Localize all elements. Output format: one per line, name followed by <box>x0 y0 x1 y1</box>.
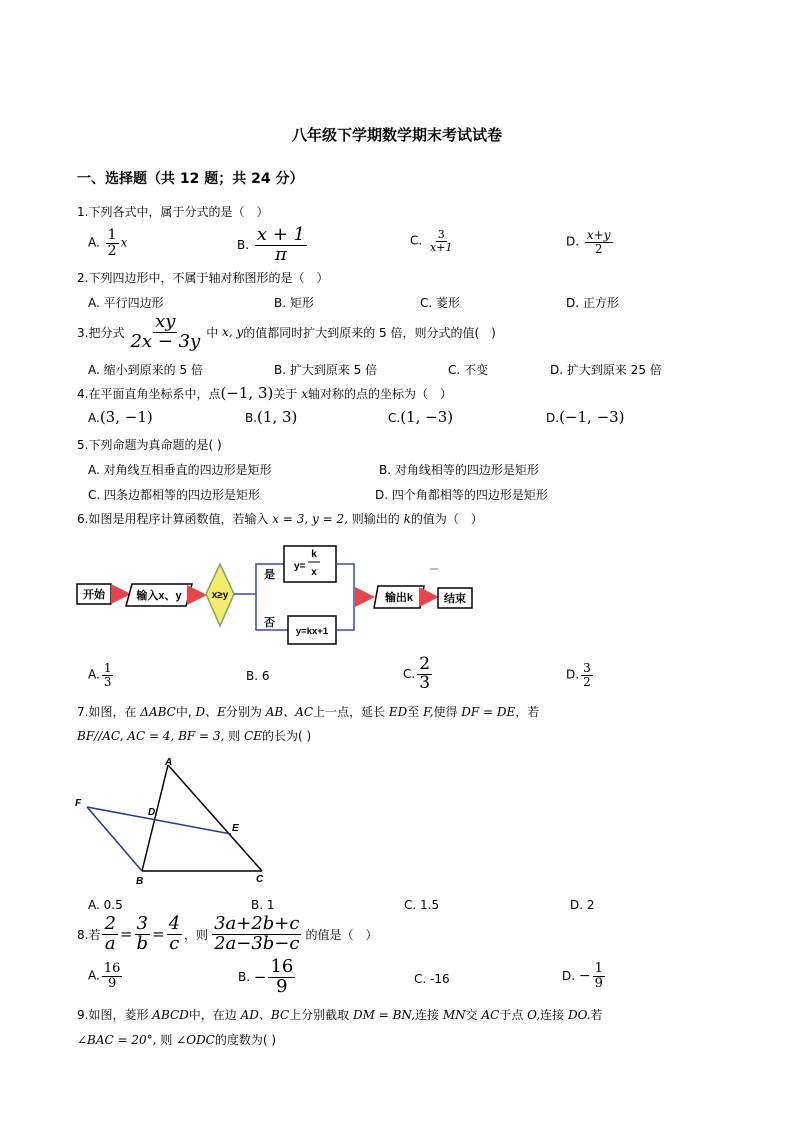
q2-option-c[interactable]: C. 菱形 <box>420 296 461 310</box>
q9-stem-line1: 9.如图，菱形 ABCD中，在边 AD、BC上分别截取 DM = BN,连接 MN交 AC于点 O,连接 DO.若 <box>77 1008 603 1022</box>
q7-stem-line1: 7.如图，在 ΔABC中, D、E分别为 AB、AC上一点，延长 ED至 F,使得 DF = DE，若 <box>77 705 540 719</box>
q1-b-fraction: $\frac{x + 1}{\pi}$ <box>256 224 306 265</box>
flow-input-text: 输入x、y <box>136 590 182 602</box>
q1-d-fraction: $\frac{x+y}{2}$ <box>586 228 611 256</box>
fig7-label-d: D <box>148 807 156 818</box>
q6-option-a[interactable]: A. $\frac{1}{3}$ <box>88 661 112 689</box>
flow-merge-line <box>336 564 354 630</box>
q5-option-d[interactable]: D. 四个角都相等的四边形是矩形 <box>375 488 548 502</box>
q6-option-d[interactable]: D. $\frac{3}{2}$ <box>566 661 591 689</box>
q6-flowchart <box>74 540 484 650</box>
flow-start-text: 开始 <box>83 589 105 601</box>
flow-box-no-text: y=kx+1 <box>295 626 329 637</box>
q4-option-d[interactable]: D.(−1, −3) <box>546 408 625 426</box>
flow-yes-label: 是 <box>264 569 275 581</box>
q7-option-c[interactable]: C. 1.5 <box>404 898 440 912</box>
q8-option-d[interactable]: D. − $\frac{1}{9}$ <box>562 961 603 991</box>
q4-option-a[interactable]: A.(3, −1) <box>88 408 153 426</box>
q2-option-d[interactable]: D. 正方形 <box>566 296 619 310</box>
q7-option-d[interactable]: D. 2 <box>570 898 595 912</box>
q3-option-b[interactable]: B. 扩大到原来 5 倍 <box>274 363 378 377</box>
flow-no-label: 否 <box>264 617 275 629</box>
q3-stem: 3.把分式 $\frac{xy}{2x - 3y}$ 中 x, y 的值都同时扩大到原来的 5 倍，则分式的值( ) <box>77 311 496 352</box>
q3-option-c[interactable]: C. 不变 <box>448 363 489 377</box>
q6-option-c[interactable]: C. $\frac{2}{3}$ <box>403 654 431 693</box>
fig7-label-e: E <box>232 823 239 834</box>
q5-option-c[interactable]: C. 四条边都相等的四边形是矩形 <box>88 488 261 502</box>
q9-stem-line2: ∠BAC = 20°, 则 ∠ODC的度数为( ) <box>77 1033 277 1047</box>
q5-option-a[interactable]: A. 对角线互相垂直的四边形是矩形 <box>88 463 272 477</box>
fig7-label-a: A <box>165 757 173 768</box>
fig7-label-f: F <box>75 798 82 809</box>
q1-option-b[interactable] <box>237 226 309 265</box>
flow-box-yes-text: y= <box>294 561 306 572</box>
q4-option-b[interactable]: B.(1, 3) <box>245 408 298 426</box>
q1-option-c[interactable] <box>410 229 456 253</box>
q1-d-label: D. <box>566 234 580 249</box>
page-title: 八年级下学期数学期末考试试卷 <box>291 126 502 144</box>
flow-end-text: 结束 <box>444 593 466 605</box>
flow-condition-text: x≥y <box>211 590 229 601</box>
q3-option-d[interactable]: D. 扩大到原来 25 倍 <box>550 363 662 377</box>
fig7-label-b: B <box>136 876 144 887</box>
q1-option-d[interactable] <box>566 229 615 255</box>
q4-option-c[interactable]: C.(1, −3) <box>388 408 454 426</box>
q2-option-a[interactable]: A. 平行四边形 <box>88 296 164 310</box>
q5-stem: 5.下列命题为真命题的是( ) <box>77 438 222 452</box>
q1-stem: 1.下列各式中，属于分式的是（ ） <box>77 205 269 219</box>
q7-option-b[interactable]: B. 1 <box>251 898 275 912</box>
q6-stem: 6.如图是用程序计算函数值，若输入 x = 3, y = 2, 则输出的 k的值为（ ） <box>77 512 483 526</box>
q1-a-label: A. <box>88 235 100 250</box>
flow-box-yes <box>284 546 336 582</box>
q1-c-label: C. <box>410 233 423 248</box>
svg-text:x: x <box>311 567 317 578</box>
q3-option-a[interactable]: A. 缩小到原来的 5 倍 <box>88 363 203 377</box>
flow-output-text: 输出k <box>384 592 414 604</box>
q3-fraction: $\frac{xy}{2x - 3y}$ <box>130 311 201 352</box>
q1-b-label: B. <box>237 237 250 252</box>
q8-option-c[interactable]: C. -16 <box>414 972 450 986</box>
q5-option-b[interactable]: B. 对角线相等的四边形是矩形 <box>379 463 539 477</box>
q7-option-a[interactable]: A. 0.5 <box>88 898 123 912</box>
q8-option-a[interactable]: A. $\frac{16}{9}$ <box>88 961 121 991</box>
q7-triangle-figure <box>72 755 272 890</box>
section-heading: 一、选择题（共 12 题；共 24 分） <box>77 171 304 187</box>
q8-stem: 8.若 $\frac{2}{a}$ = $\frac{3}{b}$ = $\frac{4}{c}$ ，则 $\frac{3a+2b+c}{2a-3b-c}$ 的值是（ ） <box>77 913 378 954</box>
flow-yes-line <box>234 564 284 594</box>
q7-stem-line2: BF//AC, AC = 4, BF = 3, 则 CE的长为( ) <box>77 729 312 743</box>
fig7-label-c: C <box>256 874 264 885</box>
q2-option-b[interactable]: B. 矩形 <box>274 296 314 310</box>
q1-option-a[interactable]: A. $\frac{1}{2}$ x <box>88 227 128 259</box>
svg-text:k: k <box>311 549 317 560</box>
q4-stem: 4.在平面直角坐标系中，点(−1, 3)关于 x轴对称的点的坐标为（ ） <box>77 384 452 402</box>
q2-stem: 2.下列四边形中，不属于轴对称图形的是（ ） <box>77 271 329 285</box>
q1-c-fraction: $\frac{3}{x+1}$ <box>430 228 453 254</box>
q1-a-fraction: $\frac{1}{2}$ <box>107 227 117 259</box>
q6-option-b[interactable]: B. 6 <box>246 669 270 683</box>
q8-option-b[interactable]: B. − $\frac{16}{9}$ <box>238 956 294 997</box>
